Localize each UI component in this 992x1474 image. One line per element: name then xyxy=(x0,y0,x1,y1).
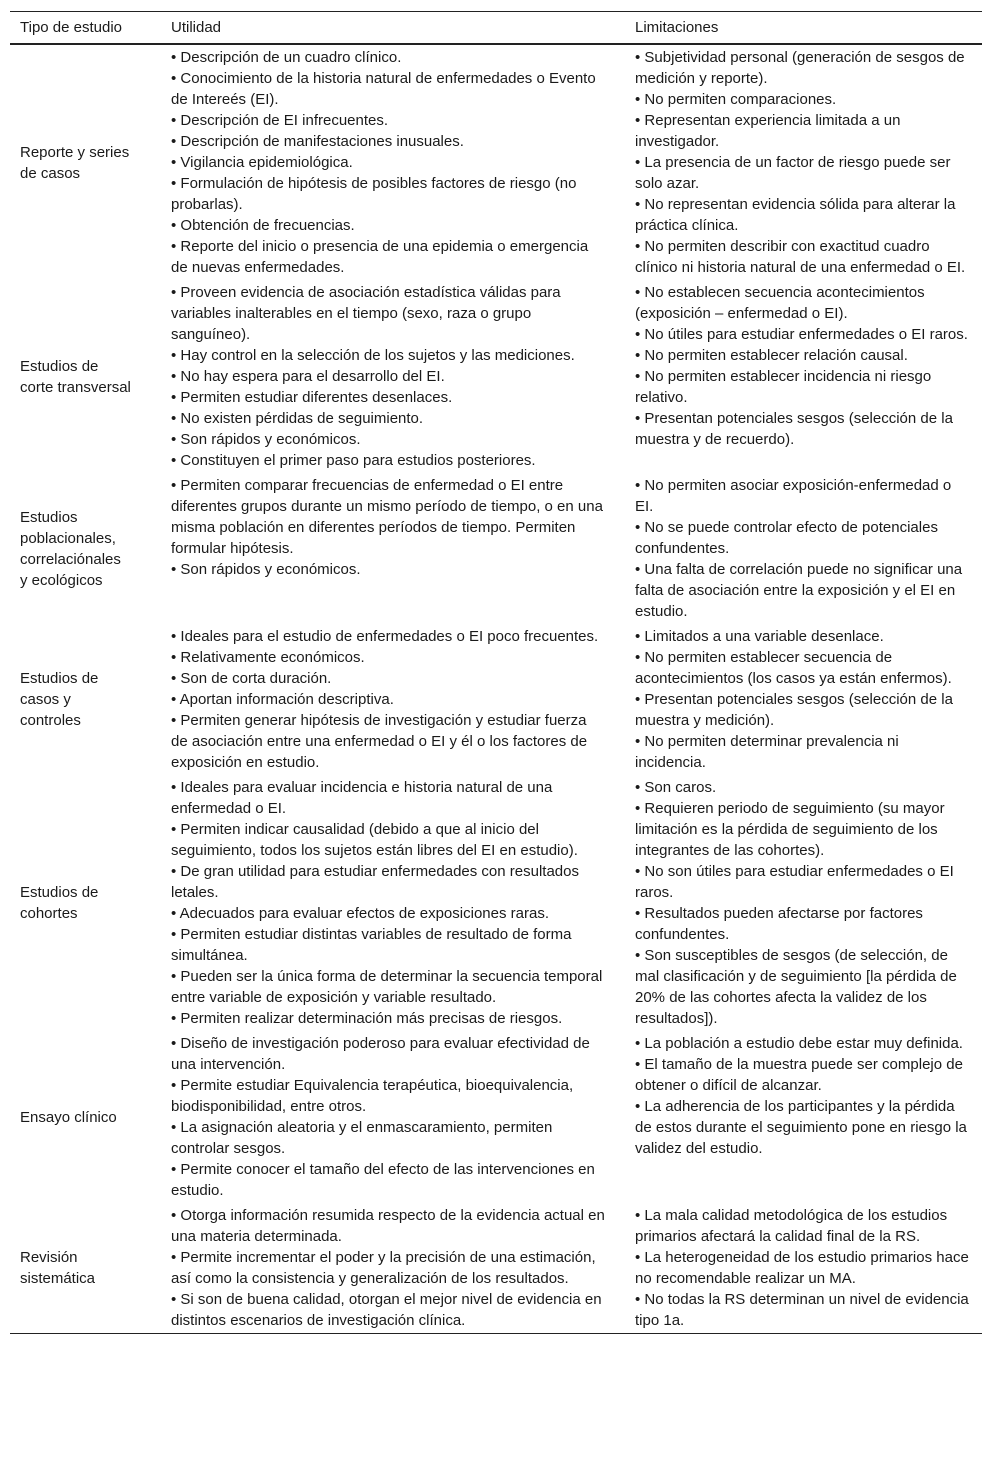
bullet-item: • No son útiles para estudiar enfermedades o EI raros. xyxy=(635,863,954,901)
bullet-item: • Limitados a una variable desenlace. xyxy=(635,628,884,645)
bullet-item: • Una falta de correlación puede no significar una falta de asociación entre la exposición y el EI en estudio. xyxy=(635,561,963,620)
bullet-item: • No hay espera para el desarrollo del EI. xyxy=(171,368,445,385)
bullet-item: • Diseño de investigación poderoso para evaluar efectividad de una intervención. xyxy=(171,1035,590,1073)
limitaciones-cell xyxy=(625,1031,982,1203)
bullet-item: • Si son de buena calidad, otorgan el mejor nivel de evidencia en distintos escenarios de investigación clínica. xyxy=(171,1291,602,1329)
study-type-cell: Revisión sistemática xyxy=(20,1249,96,1287)
header-limitaciones: Limitaciones xyxy=(635,19,719,36)
bullet-item: • Relativamente económicos. xyxy=(171,649,365,666)
bullet-item: • Son susceptibles de sesgos (de selección, de mal clasificación y de seguimiento [la pérdida de 20% de las cohortes afecta la validez de los resultados]). xyxy=(635,947,957,1027)
study-type-cell: Reporte y series de casos xyxy=(20,143,130,182)
bullet-item: • La asignación aleatoria y el enmascaramiento, permiten controlar sesgos. xyxy=(171,1119,553,1157)
bullet-item: • La población a estudio debe estar muy definida. xyxy=(635,1035,963,1052)
bullet-item: • No se puede controlar efecto de potenciales confundentes. xyxy=(635,519,938,557)
bullet-item: • Permiten estudiar diferentes desenlaces. xyxy=(171,389,453,406)
bullet-item: • No permiten comparaciones. xyxy=(635,91,837,108)
bullet-item: • No permiten asociar exposición-enfermedad o EI. xyxy=(635,477,952,515)
utilidad-cell xyxy=(161,775,625,1031)
bullet-item: • Son rápidos y económicos. xyxy=(171,561,361,578)
bullet-item: • Formulación de hipótesis de posibles factores de riesgo (no probarlas). xyxy=(171,175,577,213)
utilidad-cell xyxy=(161,44,625,280)
table-row xyxy=(10,624,982,775)
table-row xyxy=(10,1031,982,1203)
bullet-item: • De gran utilidad para estudiar enfermedades con resultados letales. xyxy=(171,863,579,901)
bullet-item: • Resultados pueden afectarse por factores confundentes. xyxy=(635,905,923,943)
bullet-item: • No permiten describir con exactitud cuadro clínico ni historia natural de una enfermedad o EI. xyxy=(635,238,966,276)
bullet-item: • La adherencia de los participantes y la pérdida de estos durante el seguimiento pone en riesgo la validez del estudio. xyxy=(635,1098,967,1157)
bullet-item: • Descripción de EI infrecuentes. xyxy=(171,112,389,129)
bullet-item: • No permiten establecer incidencia ni riesgo relativo. xyxy=(635,368,932,406)
bullet-item: • Presentan potenciales sesgos (selección de la muestra y de recuerdo). xyxy=(635,410,953,448)
bullet-item: • Descripción de un cuadro clínico. xyxy=(171,49,402,66)
study-type-cell: Estudios de casos y controles xyxy=(20,670,99,729)
bullet-item: • La mala calidad metodológica de los estudios primarios afectará la calidad final de la RS. xyxy=(635,1207,948,1245)
bullet-item: • No existen pérdidas de seguimiento. xyxy=(171,410,424,427)
table-row xyxy=(10,44,982,280)
bullet-item: • Otorga información resumida respecto de la evidencia actual en una materia determinada. xyxy=(171,1207,605,1245)
study-types-table xyxy=(10,11,982,1334)
bullet-item: • Ideales para evaluar incidencia e historia natural de una enfermedad o EI. xyxy=(171,779,553,817)
bullet-item: • Aportan información descriptiva. xyxy=(171,691,394,708)
bullet-item: • Pueden ser la única forma de determinar la secuencia temporal entre variable de exposición y variable resultado. xyxy=(171,968,603,1006)
table-row xyxy=(10,775,982,1031)
bullet-item: • No establecen secuencia acontecimientos (exposición – enfermedad o EI). xyxy=(635,284,925,322)
bullet-item: • Son de corta duración. xyxy=(171,670,332,687)
bullet-item: • Vigilancia epidemiológica. xyxy=(171,154,353,171)
bullet-item: • Subjetividad personal (generación de sesgos de medición y reporte). xyxy=(635,49,965,87)
utilidad-cell xyxy=(161,1203,625,1334)
bullet-item: • El tamaño de la muestra puede ser complejo de obtener o difícil de alcanzar. xyxy=(635,1056,963,1094)
table-row xyxy=(10,473,982,624)
bullet-item: • Adecuados para evaluar efectos de exposiciones raras. xyxy=(171,905,549,922)
bullet-item: • Hay control en la selección de los sujetos y las mediciones. xyxy=(171,347,575,364)
bullet-item: • Descripción de manifestaciones inusuales. xyxy=(171,133,464,150)
bullet-item: • No útiles para estudiar enfermedades o EI raros. xyxy=(635,326,968,343)
bullet-item: • Ideales para el estudio de enfermedades o EI poco frecuentes. xyxy=(171,628,599,645)
study-type-cell: Ensayo clínico xyxy=(20,1108,117,1126)
bullet-item: • Representan experiencia limitada a un investigador. xyxy=(635,112,901,150)
bullet-item: • No todas la RS determinan un nivel de evidencia tipo 1a. xyxy=(635,1291,969,1329)
bullet-item: • No permiten establecer secuencia de acontecimientos (los casos ya están enfermos). xyxy=(635,649,952,687)
table-row xyxy=(10,1203,982,1334)
study-type-cell: Estudios poblacionales, correlaciónales y ecológicos xyxy=(20,508,121,589)
bullet-item: • Permiten estudiar distintas variables de resultado de forma simultánea. xyxy=(171,926,572,964)
utilidad-cell xyxy=(161,1031,625,1203)
bullet-item: • Permite estudiar Equivalencia terapéutica, bioequivalencia, biodisponibilidad, entre otros. xyxy=(171,1077,574,1115)
study-type-cell: Estudios de corte transversal xyxy=(20,357,131,396)
utilidad-cell xyxy=(161,280,625,473)
bullet-item: • Son rápidos y económicos. xyxy=(171,431,361,448)
table-header-row xyxy=(10,12,982,45)
bullet-item: • No permiten determinar prevalencia ni incidencia. xyxy=(635,733,899,771)
bullet-item: • Permite conocer el tamaño del efecto de las intervenciones en estudio. xyxy=(171,1161,595,1199)
bullet-item: • Conocimiento de la historia natural de enfermedades o Evento de Intereés (EI). xyxy=(171,70,596,108)
limitaciones-cell xyxy=(625,775,982,1031)
limitaciones-cell xyxy=(625,473,982,624)
bullet-item: • No permiten establecer relación causal. xyxy=(635,347,908,364)
bullet-item: • Permiten indicar causalidad (debido a que al inicio del seguimiento, todos los sujetos están libres del EI en estudio). xyxy=(171,821,578,859)
study-type-cell: Estudios de cohortes xyxy=(20,884,99,922)
bullet-item: • Permiten comparar frecuencias de enfermedad o EI entre diferentes grupos durante un mismo período de tiempo, o en una misma población en diferentes períodos de tiempo. Permiten formular hipótesis. xyxy=(171,477,603,557)
bullet-item: • Constituyen el primer paso para estudios posteriores. xyxy=(171,452,536,469)
bullet-item: • Obtención de frecuencias. xyxy=(171,217,355,234)
bullet-item: • Son caros. xyxy=(635,779,717,796)
bullet-item: • La presencia de un factor de riesgo puede ser solo azar. xyxy=(635,154,951,192)
bullet-item: • Proveen evidencia de asociación estadística válidas para variables inalterables en el tiempo (sexo, raza o grupo sanguíneo). xyxy=(171,284,561,343)
limitaciones-cell xyxy=(625,44,982,280)
limitaciones-cell xyxy=(625,624,982,775)
bullet-item: • Permiten realizar determinación más precisas de riesgos. xyxy=(171,1010,563,1027)
header-utilidad: Utilidad xyxy=(171,19,222,36)
bullet-item: • Presentan potenciales sesgos (selección de la muestra y medición). xyxy=(635,691,953,729)
bullet-item: • Permiten generar hipótesis de investigación y estudiar fuerza de asociación entre una enfermedad o EI y él o los factores de exposición en estudio. xyxy=(171,712,588,771)
limitaciones-cell xyxy=(625,1203,982,1334)
limitaciones-cell xyxy=(625,280,982,473)
utilidad-cell xyxy=(161,624,625,775)
bullet-item: • No representan evidencia sólida para alterar la práctica clínica. xyxy=(635,196,956,234)
utilidad-cell xyxy=(161,473,625,624)
bullet-item: • Permite incrementar el poder y la precisión de una estimación, así como la consistencia y generalización de los resultados. xyxy=(171,1249,596,1287)
bullet-item: • Reporte del inicio o presencia de una epidemia o emergencia de nuevas enfermedades. xyxy=(171,238,589,276)
bullet-item: • Requieren periodo de seguimiento (su mayor limitación es la pérdida de seguimiento de los integrantes de las cohortes). xyxy=(635,800,945,859)
table-row xyxy=(10,280,982,473)
header-tipo: Tipo de estudio xyxy=(20,19,123,36)
bullet-item: • La heterogeneidad de los estudio primarios hace no recomendable realizar un MA. xyxy=(635,1249,969,1287)
